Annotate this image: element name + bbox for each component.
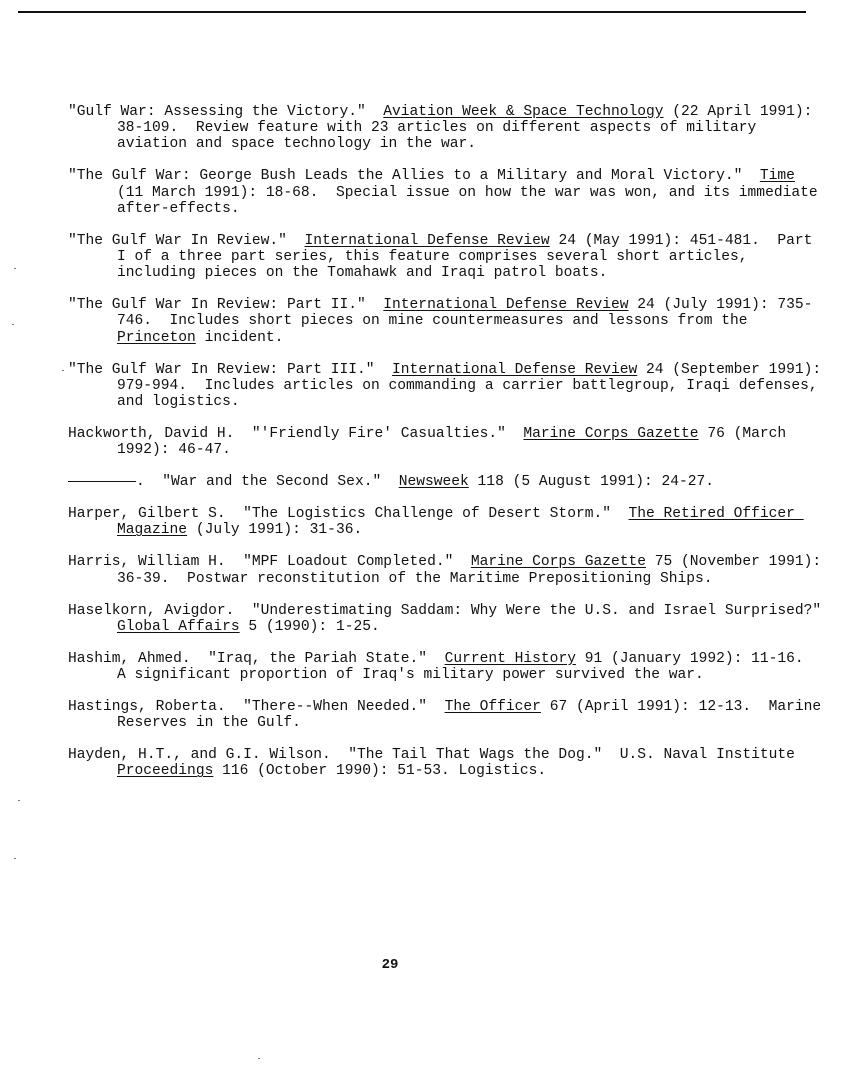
bib-entry: Hashim, Ahmed. "Iraq, the Pariah State." Current History 91 (January 1992): 11-16. A significant proportion of Iraq's military power survived the war. [68,650,822,684]
scan-speck [62,370,64,371]
publication-title: Current History [444,650,576,667]
repeat-author-dash [68,481,136,482]
bib-entry: "Gulf War: Assessing the Victory." Aviation Week & Space Technology (22 April 1991): 38-109. Review feature with 23 articles on different aspects of military aviation and space technology in the war. [68,104,822,153]
bib-entry: "The Gulf War In Review: Part III." International Defense Review 24 (September 1991): 979-994. Includes articles on commanding a carrier battlegroup, Iraqi defenses, and logistics. [68,361,830,411]
bib-entry: Hastings, Roberta. "There--When Needed." The Officer 67 (April 1991): 12-13. Marine Reserves in the Gulf. [68,699,830,732]
publication-title: Marine Corps Gazette [523,426,699,443]
bib-entry: "The Gulf War In Review." International Defense Review 24 (May 1991): 451-481. Part I of a three part series, this feature comprises several short articles, including pieces on the Tomahawk and Iraqi patrol boats. [68,232,822,282]
bib-entry: Hayden, H.T., and G.I. Wilson. "The Tail That Wags the Dog." U.S. Naval Institute Proceedings 116 (October 1990): 51-53. Logistics. [68,747,804,780]
publication-title: Time [759,168,795,185]
publication-title: International Defense Review [304,232,550,249]
publication-title: International Defense Review [383,297,629,314]
bib-entry: . "War and the Second Sex." Newsweek 118 (5 August 1991): 24-27. [68,474,828,490]
scan-speck [12,324,14,325]
bib-entry: Harper, Gilbert S. "The Logistics Challenge of Desert Storm." The Retired Officer Magazine (July 1991): 31-36. [68,506,804,539]
publication-title: The Retired Officer Magazine [117,506,804,539]
ship-name: Princeton [117,329,196,346]
publication-title: Proceedings [117,763,214,780]
scan-speck [258,1058,260,1059]
publication-title: The Officer [444,699,541,716]
publication-title: Aviation Week & Space Technology [383,104,664,120]
scan-speck [14,268,16,269]
scan-speck [14,858,16,859]
bib-entry: "The Gulf War: George Bush Leads the Allies to a Military and Moral Victory." Time (11 March 1991): 18-68. Special issue on how the war was won, and its immediate after-effects. [68,168,827,217]
page-number: 29 [381,957,399,973]
publication-title: Newsweek [398,474,469,491]
top-rule [18,11,806,13]
bib-entry: "The Gulf War In Review: Part II." International Defense Review 24 (July 1991): 735-746. Includes short pieces on mine countermeasures and lessons from the Princeton incident. [68,297,813,346]
publication-title: Global Affairs [117,618,240,635]
bib-entry: Hackworth, David H. "'Friendly Fire' Casualties." Marine Corps Gazette 76 (March 1992): 46-47. [68,426,795,459]
publication-title: International Defense Review [392,361,638,378]
publication-title: Marine Corps Gazette [470,554,647,571]
bibliography-list [68,104,839,795]
scan-speck [18,800,20,801]
bib-entry: Harris, William H. "MPF Loadout Completed." Marine Corps Gazette 75 (November 1991): 36-39. Postwar reconstitution of the Maritime Prepositioning Ships. [68,554,830,587]
bib-entry: Haselkorn, Avigdor. "Underestimating Saddam: Why Were the U.S. and Israel Surprised?" Global Affairs 5 (1990): 1-25. [68,602,839,635]
